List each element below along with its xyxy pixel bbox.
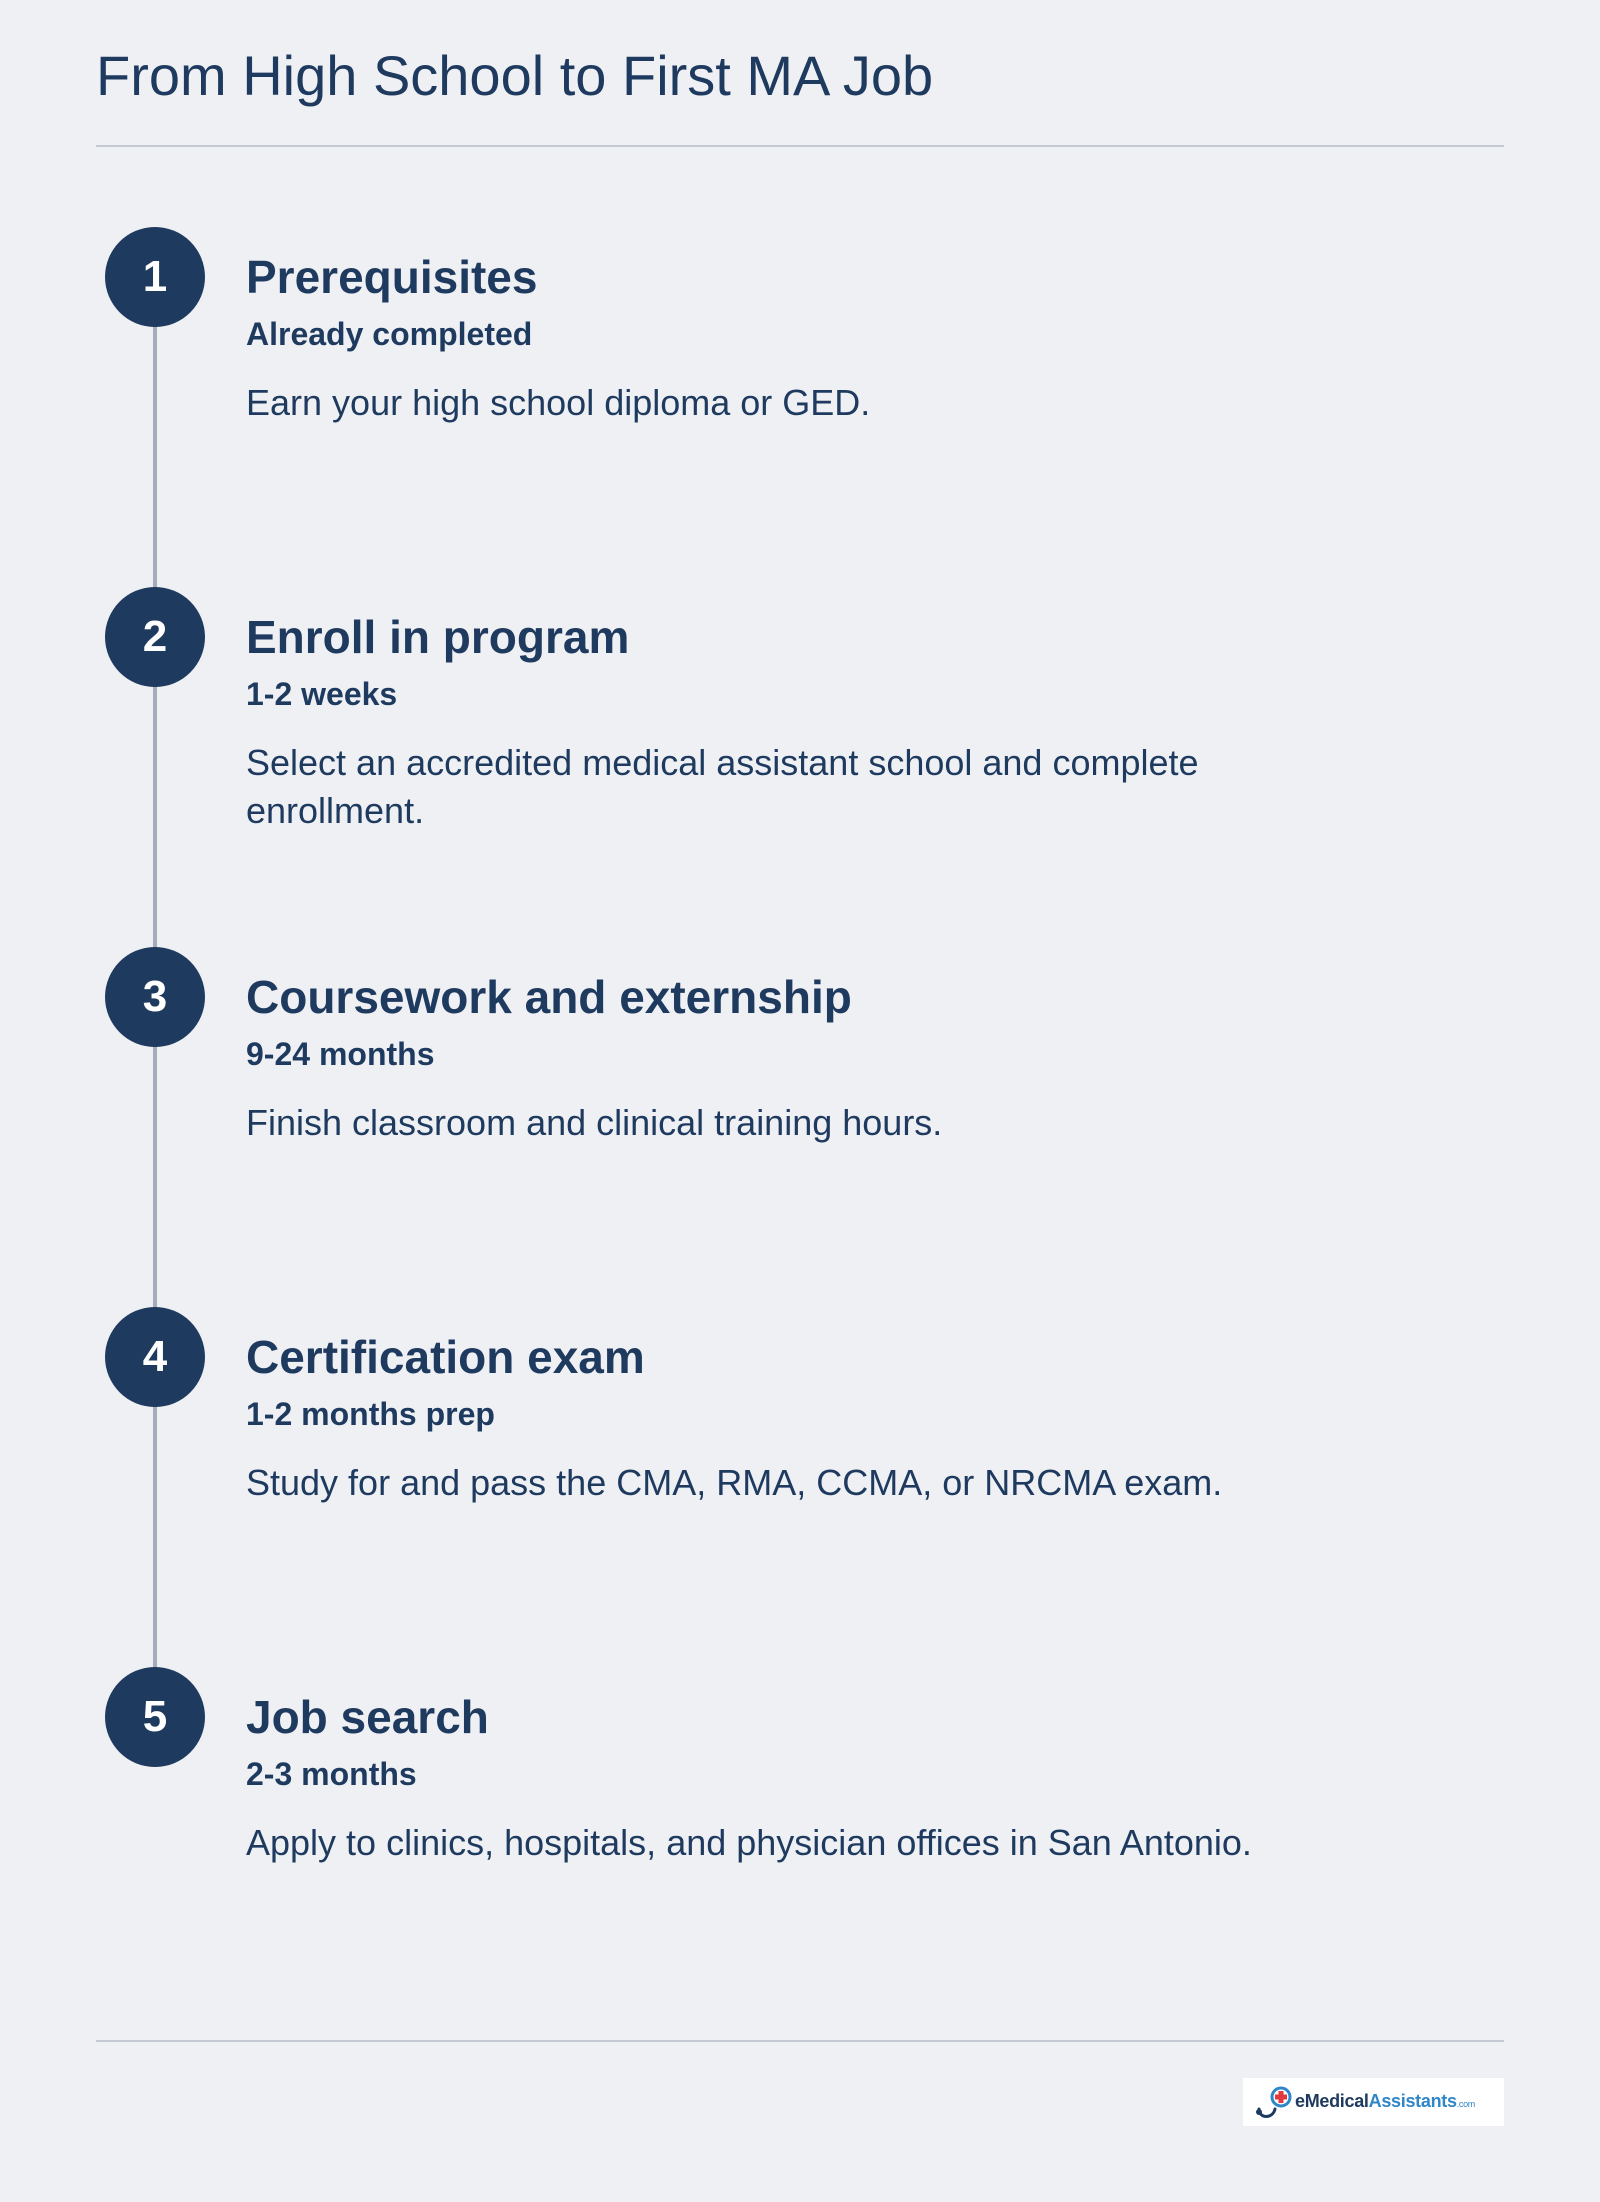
timeline-step-3: [0, 947, 1600, 1247]
timeline-step-4: [0, 1307, 1600, 1607]
step-number-badge: 3: [105, 947, 205, 1047]
step-duration: 1-2 months prep: [246, 1396, 495, 1432]
step-description: Finish classroom and clinical training hours.: [246, 1102, 943, 1143]
step-duration: 1-2 weeks: [246, 676, 398, 712]
step-description: Earn your high school diploma or GED.: [246, 382, 871, 423]
logo-text-com: .com: [1456, 2098, 1475, 2109]
step-duration: 2-3 months: [246, 1756, 417, 1792]
step-title: Job search: [246, 1691, 489, 1743]
footer-divider: [96, 2040, 1504, 2042]
timeline-step-1: [0, 227, 1600, 527]
step-number-badge: 1: [105, 227, 205, 327]
step-title: Prerequisites: [246, 251, 538, 303]
step-number-badge: 5: [105, 1667, 205, 1767]
step-number-badge: 2: [105, 587, 205, 687]
step-title: Enroll in program: [246, 611, 630, 663]
step-title: Certification exam: [246, 1331, 645, 1383]
header-divider: [96, 145, 1504, 147]
timeline-step-5: [0, 1667, 1600, 1967]
logo-text-emedical: eMedical: [1295, 2090, 1369, 2111]
step-description: Apply to clinics, hospitals, and physician offices in San Antonio.: [246, 1822, 1252, 1863]
logo-wordmark: [1295, 2077, 1475, 2128]
step-number-badge: 4: [105, 1307, 205, 1407]
step-title: Coursework and externship: [246, 971, 852, 1023]
page-title: From High School to First MA Job: [96, 44, 934, 107]
step-duration: Already completed: [246, 316, 533, 352]
emedicalassistants-logo: [1243, 2078, 1504, 2126]
logo-text-assistants: Assistants: [1368, 2090, 1457, 2111]
timeline-step-2: [0, 587, 1600, 887]
step-description: Study for and pass the CMA, RMA, CCMA, or NRCMA exam.: [246, 1462, 1223, 1503]
step-duration: 9-24 months: [246, 1036, 435, 1072]
step-description: Select an accredited medical assistant school and complete enrollment.: [246, 742, 1199, 831]
stethoscope-cross-icon: [1249, 2079, 1295, 2125]
